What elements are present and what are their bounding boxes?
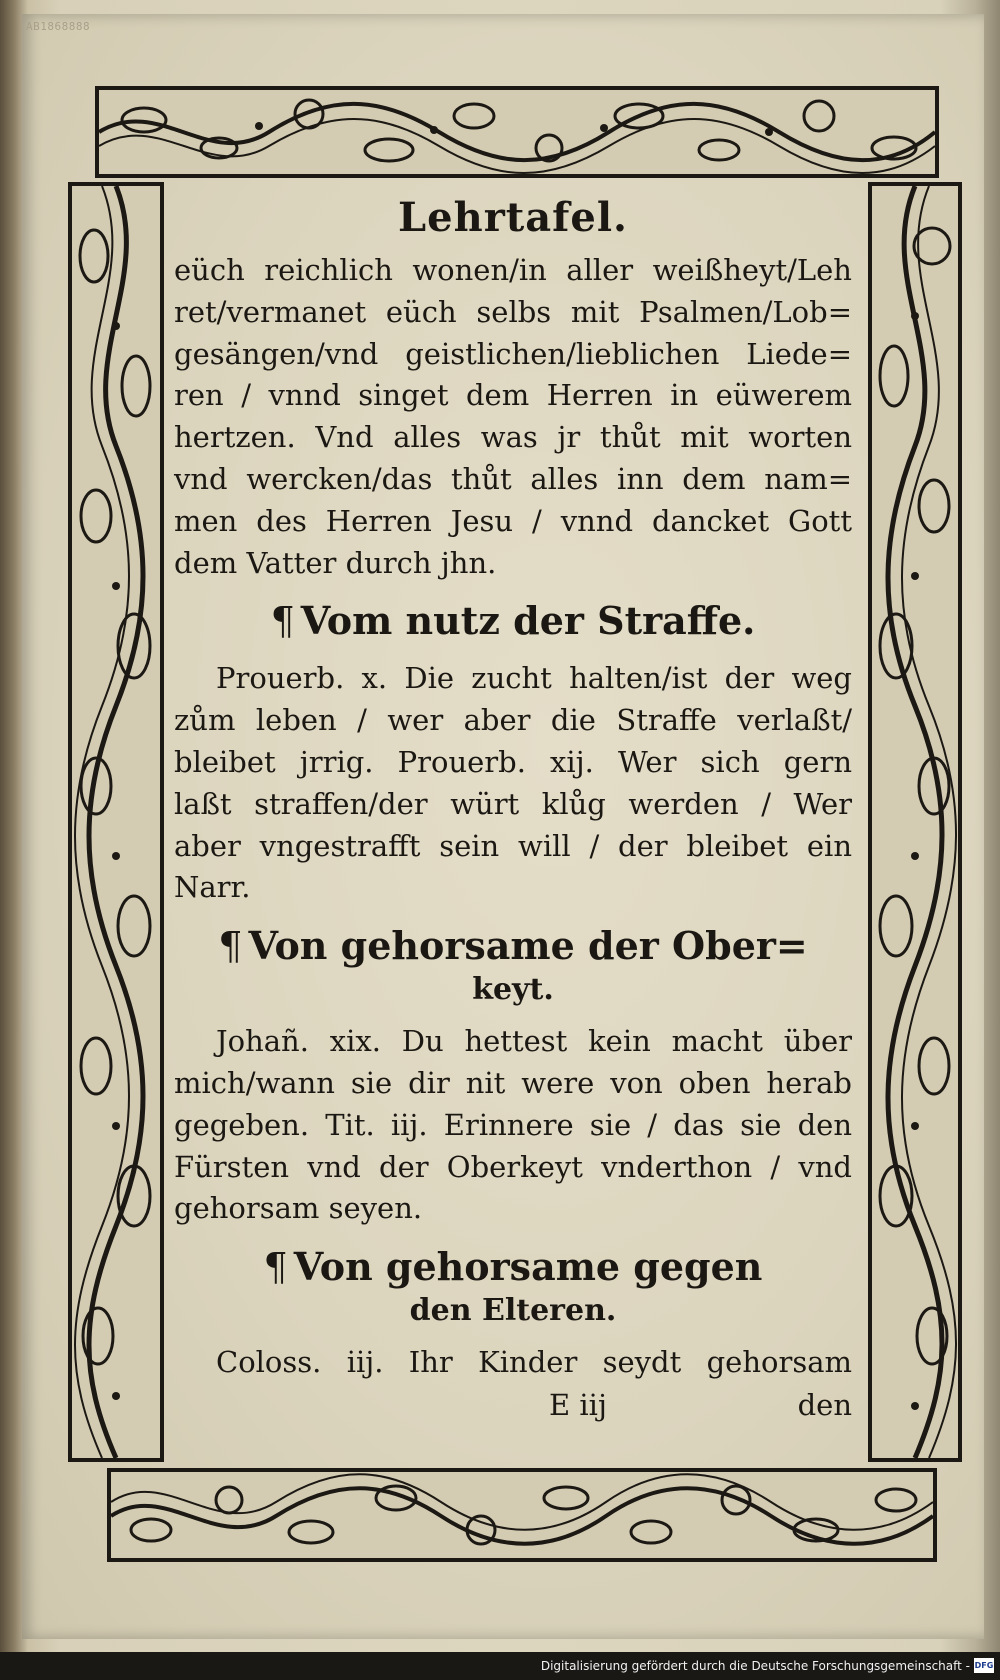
section-heading: [174, 1242, 852, 1292]
section-heading-text: Von gehorsame gegen: [293, 1244, 763, 1290]
text-line: hertzen. Vnd alles was jr thůt mit worten: [174, 420, 852, 455]
catchword: den: [797, 1387, 852, 1422]
section-heading-text: Vom nutz der Straffe.: [300, 598, 756, 644]
scan-label: AB1868888: [26, 20, 91, 33]
text-line: aber vngestrafft sein will / der bleibet ein: [174, 828, 852, 863]
woodcut-border-right: [868, 182, 962, 1462]
text-line: bleibet jrrig. Prouerb. xij. Wer sich gern: [174, 744, 852, 779]
woodcut-border-top: [95, 86, 939, 178]
woodcut-border-bottom: [107, 1468, 937, 1562]
page-text: [174, 188, 852, 1460]
section-paragraph: [174, 1021, 852, 1230]
text-line: gehorsam seyen.: [174, 1191, 423, 1226]
text-line: gesängen/vnd geistlichen/lieblichen Liede=: [174, 336, 852, 371]
text-line: zům leben / wer aber die Straffe verlaßt/: [174, 703, 852, 738]
section-heading-continuation: keyt.: [472, 972, 554, 1008]
text-line: vnd wercken/das thůt alles inn dem nam=: [174, 461, 852, 496]
text-line: mich/wann sie dir nit were von oben herab: [174, 1065, 852, 1100]
section-heading: [174, 921, 852, 971]
funding-notice: Digitalisierung gefördert durch die Deutsche Forschungsgemeinschaft -: [540, 1659, 970, 1673]
text-line: Coloss. iij. Ihr Kinder seydt gehorsam: [216, 1345, 852, 1380]
section-paragraph: [174, 658, 852, 909]
section-heading-text: Von gehorsame der Ober=: [248, 923, 808, 969]
text-line: eüch reichlich wonen/in aller weißheyt/Leh: [174, 253, 852, 287]
text-line: men des Herren Jesu / vnnd dancket Gott: [174, 503, 852, 538]
text-line: Johañ. xix. Du hettest kein macht über: [216, 1024, 852, 1059]
signature-mark: E iij: [549, 1387, 607, 1422]
section-paragraph: [174, 1342, 852, 1426]
signature-row: [174, 1384, 852, 1426]
text-line: Narr.: [174, 870, 251, 905]
digitization-footer: [0, 1652, 1000, 1680]
section-heading-continuation: den Elteren.: [409, 1293, 617, 1329]
text-line: ren / vnnd singet dem Herren in eüwerem: [174, 378, 852, 413]
text-line: ret/vermanet eüch selbs mit Psalmen/Lob=: [174, 294, 852, 329]
pilcrow-icon: ¶: [263, 1245, 288, 1290]
running-head: Lehrtafel.: [398, 194, 628, 241]
text-line: Prouerb. x. Die zucht halten/ist der weg: [216, 661, 852, 696]
woodcut-border-left: [68, 182, 164, 1462]
intro-paragraph: [174, 250, 852, 584]
text-line: gegeben. Tit. iij. Erinnere sie / das sie den: [174, 1107, 852, 1142]
dfg-logo-icon: DFG: [974, 1658, 994, 1673]
section-heading: [174, 596, 852, 646]
text-line: laßt straffen/der würt klůg werden / Wer: [174, 786, 852, 821]
pilcrow-icon: ¶: [270, 599, 295, 644]
text-line: Fürsten vnd der Oberkeyt vnderthon / vnd: [174, 1149, 852, 1184]
text-line: dem Vatter durch jhn.: [174, 545, 497, 580]
pilcrow-icon: ¶: [218, 924, 243, 969]
